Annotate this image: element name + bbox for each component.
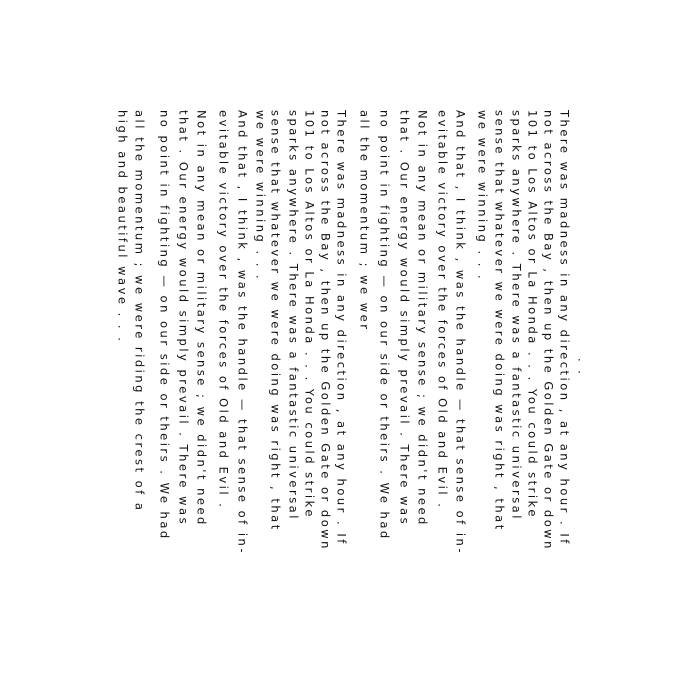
text-column: 101 to Los Altos or La Honda . . . You could strike [302, 110, 317, 519]
text-column: Not in any mean or military sense ; we didn't need [415, 110, 430, 527]
text-column: sense that whatever we were doing was right , that [492, 110, 507, 532]
text-column: And that , I think , was the handle — that sense of in- [235, 110, 250, 555]
text-column: evitable victory over the forces of Old and Evil . [216, 110, 231, 510]
text-column: sense that whatever we were doing was right , that [268, 110, 283, 532]
text-column: sparks anywhere . There was a fantastic universal [509, 110, 524, 521]
text-column: sparks anywhere . There was a fantastic universal [286, 110, 301, 521]
text-column: . . [575, 358, 590, 377]
text-column: not across the Bay , then up the Golden Gate or down [541, 110, 556, 551]
text-column: no point in fighting — on our side or theirs . We had [157, 110, 172, 541]
text-column: all the momentum ; we were riding the crest of a [132, 110, 147, 513]
text-column: high and beautiful wave . . . [115, 110, 130, 344]
text-column: we were winning . . . [475, 110, 490, 282]
text-column: no point in fighting — on our side or theirs . We had [377, 110, 392, 541]
text-column: Not in any mean or military sense ; we didn't need [194, 110, 209, 527]
text-column: we were winning . . . [253, 110, 268, 282]
text-column: that . Our energy would simply prevail . There was [176, 110, 191, 527]
text-column: evitable victory over the forces of Old and Evil . [435, 110, 450, 510]
text-column: that . Our energy would simply prevail . There was [397, 110, 412, 527]
text-column: all the momentum ; we wer [357, 110, 372, 332]
text-column: not across the Bay , then up the Golden Gate or down [318, 110, 333, 551]
text-column: And that , I think , was the handle — that sense of in- [453, 110, 468, 555]
text-column: 101 to Los Altos or La Honda . . . You could strike [525, 110, 540, 519]
text-column: There was madness in any direction , at any hour . If [334, 110, 349, 546]
text-column: There was madness in any direction , at any hour . If [557, 110, 572, 546]
